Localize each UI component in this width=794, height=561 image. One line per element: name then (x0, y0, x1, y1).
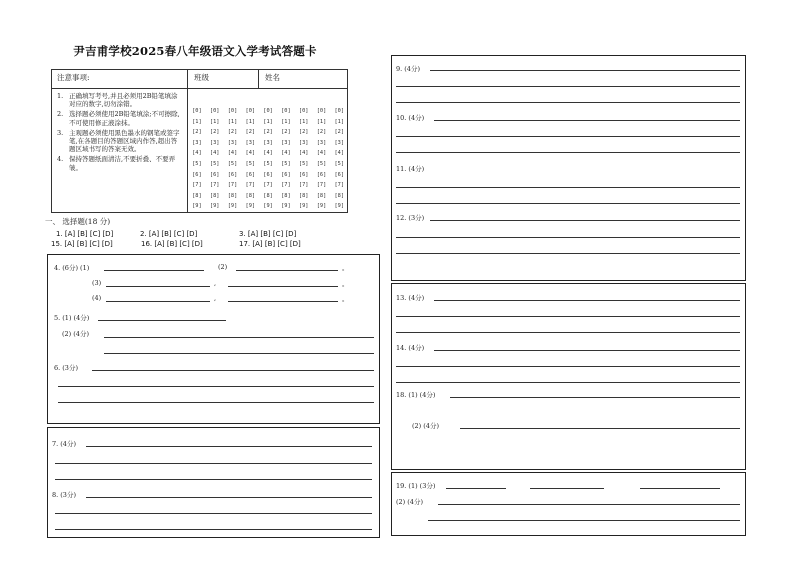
id-digit-bubble[interactable]: [9] (245, 203, 256, 210)
id-digit-bubble[interactable]: [5] (209, 160, 220, 167)
id-digit-bubble[interactable]: [4] (245, 150, 256, 157)
id-digit-column (224, 106, 242, 212)
id-digit-bubble[interactable]: [3] (245, 139, 256, 146)
id-digit-bubble[interactable]: [7] (298, 182, 309, 189)
id-digit-column (277, 106, 295, 212)
id-digit-bubble[interactable]: [0] (209, 108, 220, 114)
q4-2-label: (2) (218, 263, 228, 271)
id-digit-bubble[interactable]: [1] (245, 118, 256, 125)
id-digit-bubble[interactable]: [6] (316, 171, 327, 178)
q7-answer-line[interactable] (86, 446, 372, 447)
q19-2-answer-line[interactable] (438, 504, 740, 505)
q10-answer-line[interactable] (396, 152, 740, 153)
q19-1-answer-line[interactable] (530, 488, 604, 489)
id-digit-bubble[interactable]: [8] (316, 192, 327, 199)
id-digit-bubble[interactable]: [8] (263, 192, 273, 199)
id-digit-bubble[interactable]: [7] (316, 182, 327, 189)
q11-label: 11. (4分) (396, 165, 425, 173)
id-digit-bubble[interactable]: [9] (263, 203, 273, 210)
id-digit-bubble[interactable]: [5] (298, 160, 309, 167)
q12-label: 12. (3分) (396, 214, 425, 222)
id-digit-bubble[interactable]: [2] (227, 129, 238, 136)
q19-1-answer-line[interactable] (640, 488, 720, 489)
q4-2-answer-line[interactable] (236, 270, 338, 271)
id-digit-bubble[interactable]: [4] (298, 150, 309, 157)
id-digit-bubble[interactable]: [4] (209, 150, 220, 157)
id-digit-bubble[interactable]: [9] (298, 203, 309, 210)
q13-answer-line[interactable] (396, 332, 740, 333)
q4-4-answer-line-a[interactable] (106, 301, 210, 302)
id-digit-bubble[interactable]: [3] (209, 139, 220, 146)
q10-answer-line[interactable] (434, 120, 740, 121)
q4-label: 4. (6分) (1) (54, 264, 90, 272)
q12-answer-line[interactable] (430, 220, 740, 221)
id-digit-bubble[interactable]: [2] (209, 129, 220, 136)
q4-4-answer-line-b[interactable] (228, 301, 338, 302)
id-digit-column (295, 106, 313, 212)
id-digit-bubble[interactable]: [4] (227, 150, 238, 157)
id-digit-bubble[interactable]: [7] (334, 182, 345, 189)
q4-1-answer-line[interactable] (104, 270, 204, 271)
notice-rules (57, 92, 183, 174)
q4-4-punct: , (214, 294, 217, 302)
id-digit-bubble[interactable]: [5] (245, 160, 256, 167)
q9-answer-line[interactable] (396, 102, 740, 103)
id-digit-bubble[interactable]: [8] (227, 192, 238, 199)
id-digit-bubble[interactable]: [1] (263, 118, 273, 125)
id-digit-bubble[interactable]: [9] (227, 203, 238, 210)
id-digit-column (313, 106, 331, 212)
q19-label: 19. (1) (3分) (396, 482, 436, 490)
q14-answer-line[interactable] (396, 382, 740, 383)
id-digit-bubble[interactable]: [8] (209, 192, 220, 199)
id-digit-bubble[interactable]: [6] (263, 171, 273, 178)
q13-answer-line[interactable] (396, 316, 740, 317)
id-digit-bubble[interactable]: [9] (281, 203, 291, 210)
id-digit-column (259, 106, 277, 212)
id-digit-bubble[interactable]: [2] (281, 129, 291, 136)
id-digit-bubble[interactable]: [2] (192, 129, 202, 136)
id-digit-bubble[interactable]: [2] (316, 129, 327, 136)
id-digit-bubble[interactable]: [3] (334, 139, 345, 146)
q12-answer-line[interactable] (396, 253, 740, 254)
id-digit-bubble[interactable]: [7] (281, 182, 291, 189)
id-digit-bubble[interactable]: [6] (209, 171, 220, 178)
answer-box-q13-q18 (391, 283, 746, 470)
q4-3-punct-end: 。 (342, 280, 349, 288)
id-digit-bubble[interactable]: [5] (263, 160, 273, 167)
q5-label: 5. (1) (4分) (54, 314, 90, 322)
name-label: 姓名 (265, 73, 280, 82)
id-digit-bubble[interactable]: [3] (316, 139, 327, 146)
id-digit-bubble[interactable]: [6] (227, 171, 238, 178)
mc-section-title: 一、 选择题(18 分) (45, 217, 111, 226)
id-digit-bubble[interactable]: [1] (334, 118, 345, 125)
id-digit-bubble[interactable]: [4] (263, 150, 273, 157)
q8-answer-line[interactable] (55, 513, 372, 514)
mc-answer-bubbles-q1[interactable]: 1. [A] [B] [C] [D] (56, 230, 114, 238)
mc-answer-bubbles-q2[interactable]: 2. [A] [B] [C] [D] (140, 230, 198, 238)
id-digit-bubble[interactable]: [1] (281, 118, 291, 125)
id-digit-bubble[interactable]: [3] (281, 139, 291, 146)
q8-label: 8. (3分) (52, 491, 76, 499)
q14-answer-line[interactable] (396, 366, 740, 367)
id-digit-bubble[interactable]: [6] (245, 171, 256, 178)
id-digit-bubble[interactable]: [0] (316, 108, 327, 114)
id-digit-bubble[interactable]: [4] (316, 150, 327, 157)
id-digit-bubble[interactable]: [9] (192, 203, 202, 210)
q6-answer-line[interactable] (58, 386, 374, 387)
id-digit-bubble[interactable]: [9] (334, 203, 345, 210)
mc-answer-bubbles-q17[interactable]: 17. [A] [B] [C] [D] (239, 240, 301, 248)
id-digit-bubble[interactable]: [4] (281, 150, 291, 157)
id-digit-column (206, 106, 224, 212)
q18-2-answer-line[interactable] (460, 428, 740, 429)
id-digit-bubble[interactable]: [6] (192, 171, 202, 178)
id-digit-bubble[interactable]: [7] (209, 182, 220, 189)
id-digit-bubble[interactable]: [0] (334, 108, 345, 114)
q19-2-label: (2) (4分) (396, 498, 423, 506)
id-digit-bubble[interactable]: [6] (298, 171, 309, 178)
q13-answer-line[interactable] (434, 300, 740, 301)
q11-answer-line[interactable] (396, 187, 740, 188)
id-digit-bubble[interactable]: [7] (245, 182, 256, 189)
id-digit-bubble[interactable]: [2] (263, 129, 273, 136)
q5-2-answer-line[interactable] (104, 337, 374, 338)
q9-answer-line[interactable] (396, 86, 740, 87)
id-digit-bubble[interactable]: [4] (192, 150, 202, 157)
id-digit-bubble[interactable]: [3] (227, 139, 238, 146)
id-digit-bubble[interactable]: [2] (298, 129, 309, 136)
q18-1-answer-line[interactable] (450, 397, 740, 398)
q4-4-punct-end: 。 (342, 295, 349, 303)
q5-2-label: (2) (4分) (62, 330, 89, 338)
id-digit-bubble[interactable]: [8] (245, 192, 256, 199)
id-digit-bubble[interactable]: [9] (209, 203, 220, 210)
notice-rule: 2. 选择题必须使用2B铅笔填涂;不可擦除,不可使用修正液涂抹。 (57, 110, 180, 127)
q4-4-label: (4) (92, 294, 102, 302)
q4-3-answer-line-b[interactable] (228, 286, 338, 287)
id-digit-bubble[interactable]: [8] (298, 192, 309, 199)
q14-answer-line[interactable] (434, 350, 740, 351)
answer-box-q7-q8 (47, 427, 380, 538)
q14-label: 14. (4分) (396, 344, 425, 352)
q19-2-answer-line[interactable] (428, 520, 740, 521)
id-digit-column (330, 106, 348, 212)
id-digit-bubble[interactable]: [1] (227, 118, 238, 125)
id-digit-bubble[interactable]: [1] (316, 118, 327, 125)
id-digit-bubble[interactable]: [5] (316, 160, 327, 167)
id-digit-column (188, 106, 206, 212)
id-digit-bubble[interactable]: [3] (263, 139, 273, 146)
id-digit-bubble[interactable]: [6] (334, 171, 345, 178)
q11-answer-line[interactable] (396, 203, 740, 204)
id-digit-bubble[interactable]: [0] (281, 108, 291, 114)
id-digit-bubble[interactable]: [3] (298, 139, 309, 146)
q7-label: 7. (4分) (52, 440, 76, 448)
mc-answer-bubbles-q16[interactable]: 16. [A] [B] [C] [D] (141, 240, 203, 248)
q4-3-answer-line-a[interactable] (106, 286, 210, 287)
q9-answer-line[interactable] (430, 70, 740, 71)
q18-2-label: (2) (4分) (412, 422, 439, 430)
id-digit-bubble[interactable]: [7] (227, 182, 238, 189)
q18-label: 18. (1) (4分) (396, 391, 436, 399)
mc-answer-bubbles-q3[interactable]: 3. [A] [B] [C] [D] (239, 230, 297, 238)
q4-3-punct: , (214, 279, 217, 287)
id-digit-bubble[interactable]: [0] (298, 108, 309, 114)
id-digit-bubble[interactable]: [4] (334, 150, 345, 157)
q6-answer-line[interactable] (92, 370, 374, 371)
id-digit-bubble[interactable]: [2] (334, 129, 345, 136)
notice-table (51, 69, 348, 213)
answer-box-q9-q12 (391, 55, 746, 281)
id-digit-bubble[interactable]: [8] (192, 192, 202, 199)
id-digit-bubble[interactable]: [1] (298, 118, 309, 125)
id-digit-column (241, 106, 259, 212)
notice-rule: 3. 主观题必须使用黑色墨水的钢笔或签字笔,在各题目的答题区域内作答,超出答题区域书写的答案无效。 (57, 128, 180, 154)
id-digit-bubble[interactable]: [7] (263, 182, 273, 189)
id-digit-bubble[interactable]: [8] (281, 192, 291, 199)
id-digit-bubble[interactable]: [9] (316, 203, 327, 210)
id-digit-bubble[interactable]: [7] (192, 182, 202, 189)
student-id-bubble-grid (188, 106, 348, 212)
mc-answer-bubbles-q15[interactable]: 15. [A] [B] [C] [D] (51, 240, 113, 248)
id-digit-bubble[interactable]: [1] (192, 118, 202, 125)
q19-1-answer-line[interactable] (446, 488, 506, 489)
notice-rule: 4. 保持答题纸面清洁,不要折叠、不要弄皱。 (57, 155, 176, 172)
q6-label: 6. (3分) (54, 364, 78, 372)
page-title: 尹吉甫学校2025春八年级语文入学考试答题卡 (73, 44, 317, 58)
q7-answer-line[interactable] (55, 479, 372, 480)
q5-1-answer-line[interactable] (98, 320, 226, 321)
q10-answer-line[interactable] (396, 136, 740, 137)
q5-2-answer-line[interactable] (104, 353, 374, 354)
q7-answer-line[interactable] (55, 463, 372, 464)
id-digit-bubble[interactable]: [6] (281, 171, 291, 178)
class-label: 班级 (194, 73, 209, 82)
q4-3-label: (3) (92, 279, 102, 287)
id-digit-bubble[interactable]: [0] (263, 108, 273, 114)
id-digit-bubble[interactable]: [0] (245, 108, 256, 114)
q13-label: 13. (4分) (396, 294, 425, 302)
id-digit-bubble[interactable]: [0] (192, 108, 202, 114)
q6-answer-line[interactable] (58, 402, 374, 403)
id-digit-bubble[interactable]: [1] (209, 118, 220, 125)
id-digit-bubble[interactable]: [2] (245, 129, 256, 136)
id-digit-bubble[interactable]: [5] (334, 160, 345, 167)
divider (258, 70, 259, 88)
q8-answer-line[interactable] (55, 529, 372, 530)
notice-title: 注意事项: (57, 73, 90, 82)
q8-answer-line[interactable] (86, 497, 372, 498)
q12-answer-line[interactable] (396, 237, 740, 238)
id-digit-bubble[interactable]: [3] (192, 139, 202, 146)
id-digit-bubble[interactable]: [8] (334, 192, 345, 199)
id-digit-bubble[interactable]: [5] (227, 160, 238, 167)
id-digit-bubble[interactable]: [0] (227, 108, 238, 114)
notice-rule: 1. 正确填写考号,并且必须用2B铅笔填涂对应的数字,切勿涂错。 (57, 92, 178, 109)
q9-label: 9. (4分) (396, 65, 420, 73)
q4-2-punct: 。 (342, 264, 349, 272)
q10-label: 10. (4分) (396, 114, 425, 122)
id-digit-bubble[interactable]: [5] (192, 160, 202, 167)
id-digit-bubble[interactable]: [5] (281, 160, 291, 167)
